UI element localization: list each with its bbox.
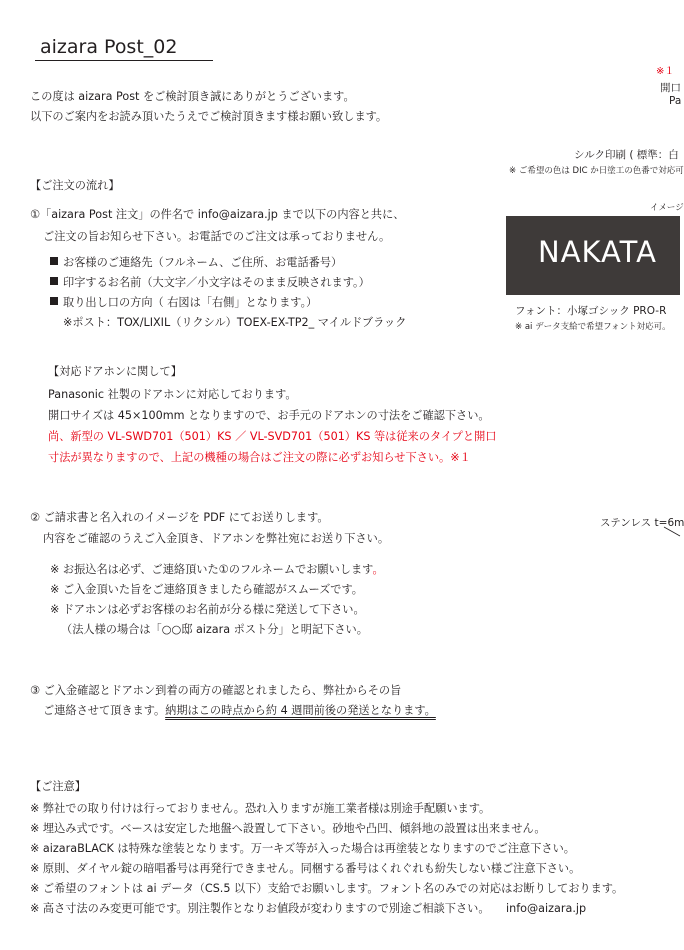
step1-item: 印字するお名前（大文字／小文字はそのまま反映されます。） (50, 277, 370, 288)
caution-item: ※ 埋込み式です。ベースは安定した地盤へ設置して下さい。砂地や凸凹、傾斜地の設置は出来ません。 (30, 822, 546, 835)
intercom-warning-1: 尚、新型の VL-SWD701（501）KS ／ VL-SVD701（501）KS 等は従来のタイプと開口 (48, 430, 497, 443)
step2-line-2: 内容をご確認のうえご入金頂き、ドアホンを弊社宛にお送り下さい。 (43, 532, 390, 545)
step3-line-1: ③ ご入金確認とドアホン到着の両方の確認とれましたら、弊社からその旨 (30, 684, 402, 697)
contact-email[interactable]: info@aizara.jp (506, 902, 587, 915)
step2-note-4: （法人様の場合は「○○邸 aizara ポスト分」と明記下さい。 (61, 623, 368, 636)
flow-heading: 【ご注文の流れ】 (30, 179, 120, 192)
intercom-line-1: Panasonic 社製のドアホンに対応しております。 (48, 388, 297, 401)
intercom-warning-2: 寸法が異なりますので、上記の機種の場合はご注文の際に必ずお知らせ下さい。※１ (48, 451, 471, 464)
image-label: イメージ (650, 203, 684, 213)
pa-label: Pa (669, 95, 682, 107)
stainless-label: ステンレス t=6m (600, 517, 684, 529)
nameplate-text: NAKATA (538, 235, 657, 269)
nameplate-image (506, 216, 680, 295)
step2-line-1: ② ご請求書と名入れのイメージを PDF にてお送りします。 (30, 511, 329, 524)
post-note: ※ポスト：TOX/LIXIL（リクシル）TOEX-EX-TP2_ マイルドブラック (63, 316, 407, 329)
step1-line-1: ①「aizara Post 注文」の件名で info@aizara.jp まで以下の内容と共に、 (30, 208, 405, 221)
silk-print-label: シルク印刷 ( 標準：白 (574, 149, 679, 161)
delivery-notice: 納期はこの時点から約 4 週間前後の発送となります。 (165, 704, 436, 717)
step2-note-2: ※ ご入金頂いた旨をご連絡頂きましたら確認がスムーズです。 (50, 583, 363, 596)
square-bullet-icon (50, 277, 58, 285)
font-note: ※ ai データ支給で希望フォント対応可。 (515, 322, 671, 332)
step2-note-3: ※ ドアホンは必ずお客様のお名前が分る様に発送して下さい。 (50, 603, 365, 616)
cautions-heading: 【ご注意】 (30, 780, 86, 793)
step1-item: 取り出し口の方向（ 右図は「右側」となります。） (50, 297, 317, 308)
step1-line-2: ご注文の旨お知らせ下さい。お電話でのご注文は承っておりません。 (43, 230, 391, 243)
caution-item: ※ 原則、ダイヤル錠の暗唱番号は再発行できません。同梱する番号はくれぐれも紛失しない様ご注意下さい。 (30, 862, 581, 875)
intro-line-1: この度は aizara Post をご検討頂き誠にありがとうございます。 (30, 90, 355, 103)
square-bullet-icon (50, 257, 58, 265)
note-mark: ※１ (656, 66, 675, 77)
step3-line-2: ご連絡させて頂きます。納期はこの時点から約 4 週間前後の発送となります。 (43, 704, 436, 717)
leader-line (664, 527, 680, 537)
intro-line-2: 以下のご案内をお読み頂いたうえでご検討頂きます様お願い致します。 (30, 110, 388, 123)
opening-label: 開口 (660, 82, 681, 94)
font-label: フォント：小塚ゴシック PRO-R (515, 305, 667, 317)
caution-item: ※ aizaraBLACK は特殊な塗装となります。万一キズ等が入った場合は再塗装となりますのでご注意下さい。 (30, 842, 575, 855)
intercom-heading: 【対応ドアホンに関して】 (48, 365, 182, 378)
square-bullet-icon (50, 297, 58, 305)
intercom-line-2: 開口サイズは 45×100mm となりますので、お手元のドアホンの寸法をご確認下さい。 (48, 409, 490, 422)
caution-item: ※ ご希望のフォントは ai データ（CS.5 以下）支給でお願いします。フォント名のみでの対応はお断りしております。 (30, 882, 624, 895)
step2-note-1: ※ お振込名は必ず、ご連絡頂いた①のフルネームでお願いします。 (50, 563, 384, 576)
caution-item: ※ 高さ寸法のみ変更可能です。別注製作となりお値段が変わりますので別途ご相談下さい。 (30, 902, 490, 915)
caution-item: ※ 弊社での取り付けは行っておりません。恐れ入りますが施工業者様は別途手配願います。 (30, 802, 491, 815)
step1-item: お客様のご連絡先（フルネーム、ご住所、お電話番号） (50, 257, 342, 268)
color-note: ※ ご希望の色は DIC か日塗工の色番で対応可 (509, 166, 684, 176)
title-underline (35, 60, 213, 61)
page-title: aizara Post_02 (40, 36, 178, 58)
